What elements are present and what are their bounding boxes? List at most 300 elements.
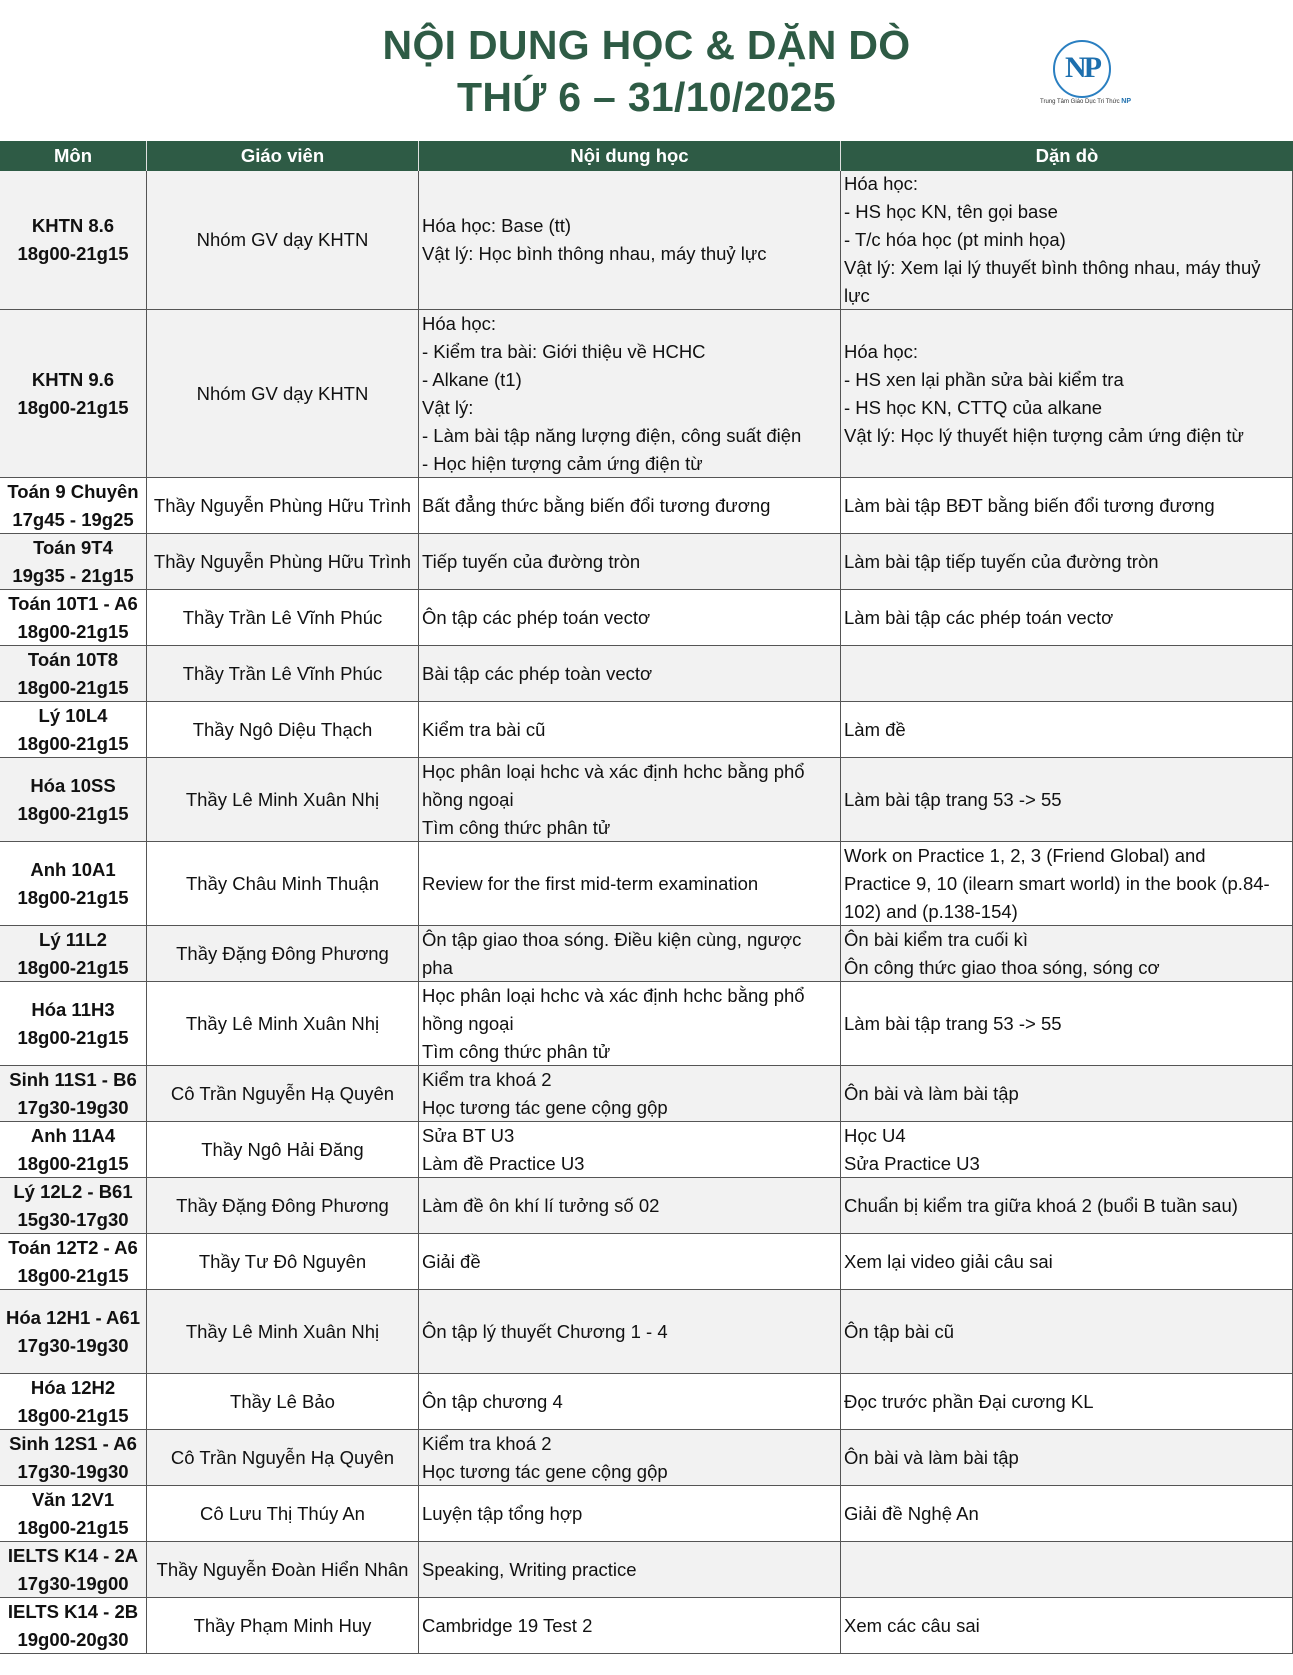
cell-teacher [146,1122,418,1177]
table-row [0,702,1293,758]
content-text-line: Kiểm tra khoá 2 [422,1068,552,1090]
cell-subject [0,1430,146,1485]
subject-text [8,1542,138,1597]
cell-subject [0,1598,146,1653]
logo-caption: Trung Tâm Giáo Dục Tri Thức NP [1040,98,1132,105]
homework-text [844,1444,1019,1472]
teacher-name: Cô Trần Nguyễn Hạ Quyên [170,1082,395,1104]
homework-text [844,1010,1062,1038]
teacher-name: Thầy Phạm Minh Huy [193,1614,372,1636]
content-text [422,1248,481,1276]
page-title: NỘI DUNG HỌC & DẶN DÒ [382,22,911,68]
cell-content [418,926,840,981]
homework-text [844,1122,980,1177]
cell-teacher [146,590,418,645]
cell-homework [840,702,1293,757]
homework-text-line: Ôn bài và làm bài tập [844,1082,1019,1104]
cell-teacher [146,926,418,981]
homework-text-line: Làm bài tập tiếp tuyến của đường tròn [844,550,1159,572]
content-text-line: Bất đẳng thức bằng biến đổi tương đương [422,494,771,516]
content-text [422,1556,637,1584]
homework-text-line: Làm bài tập trang 53 -> 55 [844,788,1062,810]
subject-text-line: 18g00-21g15 [17,676,129,698]
subject-text-line: Toán 9 Chuyên [7,480,139,502]
table-row [0,590,1293,646]
table-row [0,1374,1293,1430]
homework-text [844,926,1160,981]
content-text-line: - Kiểm tra bài: Giới thiệu về HCHC [422,340,706,362]
content-text [422,982,805,1065]
cell-subject [0,758,146,841]
content-text-line: Học tương tác gene cộng gộp [422,1096,668,1118]
content-text [422,1318,668,1346]
teacher-name: Thầy Lê Bảo [230,1390,335,1412]
cell-homework [840,1598,1293,1653]
homework-text-line: Ôn tập bài cũ [844,1320,955,1342]
teacher-name: Thầy Lê Minh Xuân Nhị [185,788,380,810]
subject-text-line: 17g30-19g30 [17,1096,129,1118]
cell-teacher [146,758,418,841]
content-text-line: Tìm công thức phân tử [422,816,611,838]
subject-text-line: 18g00-21g15 [17,1264,129,1286]
subject-text-line: Hóa 12H2 [30,1376,116,1398]
homework-text-line: Học U4 [844,1124,906,1146]
subject-text-line: Hóa 10SS [30,774,116,796]
subject-text-line: 18g00-21g15 [17,396,129,418]
logo-letters: NP [1065,51,1099,84]
table-row [0,842,1293,926]
content-text-line: Vật lý: Học bình thông nhau, máy thuỷ lực [422,243,767,264]
content-text-line: hồng ngoại [422,788,514,810]
cell-homework [840,1374,1293,1429]
table-row [0,1542,1293,1598]
teacher-name: Thầy Nguyễn Phùng Hữu Trình [153,550,412,572]
teacher-name: Cô Trần Nguyễn Hạ Quyên [170,1446,395,1468]
content-text-line: Luyện tập tổng hợp [422,1502,583,1524]
cell-teacher [146,1066,418,1121]
content-text-line: Hóa học: [422,312,497,334]
content-text-line: Tìm công thức phân tử [422,1040,611,1062]
homework-text-line: - HS xen lại phần sửa bài kiểm tra [844,368,1124,390]
subject-text-line: 19g00-20g30 [17,1628,129,1650]
table-row [0,646,1293,702]
homework-text [844,171,1261,309]
subject-text-line: Lý 11L2 [39,928,107,950]
cell-subject [0,310,146,477]
content-text [422,548,640,576]
header-subject: Môn [53,145,92,166]
teacher-name: Thầy Tư Đô Nguyên [198,1250,367,1272]
cell-homework [840,590,1293,645]
content-text-line: Ôn tập các phép toán vectơ [422,606,651,628]
homework-text-line: Vật lý: Học lý thuyết hiện tượng cảm ứng điện từ [844,424,1244,446]
content-text [422,310,801,477]
subject-text-line: 18g00-21g15 [17,1404,129,1426]
homework-text [844,842,1270,925]
subject-text-line: IELTS K14 - 2B [7,1600,139,1622]
cell-teacher [146,842,418,925]
cell-subject [0,1122,146,1177]
subject-text [12,534,133,589]
subject-text-line: 18g00-21g15 [17,956,129,978]
content-text [422,1430,668,1485]
cell-teacher [146,646,418,701]
subject-text-line: Lý 10L4 [38,704,108,726]
homework-text [844,492,1215,520]
homework-text-line: Làm bài tập các phép toán vectơ [844,606,1114,628]
content-text-line: Ôn tập lý thuyết Chương 1 - 4 [422,1320,668,1342]
homework-text [844,1612,980,1640]
content-text-line: Học tương tác gene cộng gộp [422,1460,668,1482]
cell-teacher [146,1486,418,1541]
content-text [422,870,758,898]
homework-text-line: - HS học KN, CTTQ của alkane [844,396,1103,418]
content-text-line: Ôn tập giao thoa sóng. Điều kiện cùng, ngược [422,928,802,950]
homework-text [844,338,1244,450]
subject-text [17,1374,128,1429]
table-row [0,1486,1293,1542]
cell-homework [840,1178,1293,1233]
content-text [422,926,801,981]
content-text-line: Speaking, Writing practice [422,1558,637,1580]
cell-subject [0,842,146,925]
homework-text-line: - HS học KN, tên gọi base [844,201,1058,222]
cell-subject [0,1486,146,1541]
header-homework: Dặn dò [840,141,1293,171]
content-text-line: Giải đề [422,1250,481,1272]
homework-text-line: Hóa học: [844,173,919,194]
content-text [422,1500,582,1528]
subject-text-line: Toán 10T8 [27,648,119,670]
homework-text [844,548,1159,576]
content-text [422,758,805,841]
homework-text [844,604,1113,632]
content-text-line: Hóa học: Base (tt) [422,215,572,236]
cell-teacher [146,1430,418,1485]
subject-text-line: Anh 11A4 [30,1124,116,1146]
homework-text-line: Đọc trước phần Đại cương KL [844,1390,1094,1412]
subject-text-line: 18g00-21g15 [17,886,129,908]
subject-text [17,772,128,828]
table-row [0,310,1293,478]
teacher-name: Thầy Ngô Diệu Thạch [192,718,373,740]
content-text [422,212,767,268]
teacher-name: Thầy Đặng Đông Phương [176,1194,389,1216]
cell-homework [840,926,1293,981]
content-text-line: Làm đề Practice U3 [422,1152,585,1174]
teacher-name: Nhóm GV dạy KHTN [196,382,369,404]
table-row [0,534,1293,590]
content-text-line: Vật lý: [422,396,474,418]
cell-teacher [146,534,418,589]
subject-text [9,1430,137,1485]
cell-teacher [146,1178,418,1233]
cell-subject [0,171,146,309]
homework-text [844,716,906,744]
homework-text-line: Xem các câu sai [844,1614,980,1636]
homework-text-line: Ôn bài và làm bài tập [844,1446,1019,1468]
cell-content [418,1178,840,1233]
cell-teacher [146,702,418,757]
teacher-name: Thầy Nguyễn Phùng Hữu Trình [153,494,412,516]
homework-text-line: 102) and (p.138-154) [844,900,1018,922]
cell-subject [0,1542,146,1597]
header-content: Nội dung học [418,141,840,171]
subject-text [17,1486,128,1541]
page-subtitle-date: THỨ 6 – 31/10/2025 [456,74,837,120]
content-text-line: hồng ngoại [422,1012,514,1034]
cell-homework [840,982,1293,1065]
subject-text-line: Toán 12T2 - A6 [8,1236,138,1258]
teacher-name: Thầy Trần Lê Vĩnh Phúc [182,606,383,628]
subject-text-line: 17g30-19g30 [17,1334,129,1356]
content-text [422,1612,592,1640]
homework-text-line: - T/c hóa học (pt minh họa) [844,229,1066,250]
cell-content [418,1430,840,1485]
subject-text-line: 18g00-21g15 [17,243,129,264]
cell-subject [0,1178,146,1233]
homework-text-line: Làm bài tập BĐT bằng biến đổi tương đương [844,494,1215,516]
subject-text-line: Văn 12V1 [31,1488,115,1510]
cell-content [418,1290,840,1373]
cell-subject [0,1066,146,1121]
subject-text [17,646,128,701]
subject-text [8,1234,138,1289]
cell-homework [840,310,1293,477]
content-text-line: - Alkane (t1) [422,368,522,390]
content-text-line: Học phân loại hchc và xác định hchc bằng phổ [422,760,805,782]
subject-text-line: 18g00-21g15 [17,1026,129,1048]
content-text-line: Học phân loại hchc và xác định hchc bằng phổ [422,984,805,1006]
table-row [0,1122,1293,1178]
cell-content [418,842,840,925]
np-logo [1040,40,1130,110]
cell-teacher [146,171,418,309]
subject-text-line: 18g00-21g15 [17,1516,129,1538]
cell-teacher [146,1598,418,1653]
content-text-line: Kiểm tra bài cũ [422,718,546,740]
subject-text [8,590,138,645]
subject-text-line: Lý 12L2 - B61 [13,1180,133,1202]
teacher-name: Thầy Châu Minh Thuận [186,872,379,894]
cell-homework [840,1234,1293,1289]
subject-text-line: KHTN 9.6 [31,368,115,390]
teacher-name: Thầy Lê Minh Xuân Nhị [185,1320,380,1342]
homework-text [844,1318,954,1346]
cell-homework [840,1066,1293,1121]
cell-subject [0,702,146,757]
homework-text-line: Ôn công thức giao thoa sóng, sóng cơ [844,956,1160,978]
homework-text-line: Hóa học: [844,340,919,362]
cell-teacher [146,310,418,477]
subject-text [17,212,128,268]
cell-homework [840,1290,1293,1373]
cell-content [418,982,840,1065]
cell-teacher [146,982,418,1065]
content-text-line: Bài tập các phép toàn vectơ [422,662,653,684]
table-row [0,1178,1293,1234]
cell-content [418,758,840,841]
table-row [0,1430,1293,1486]
subject-text-line: Toán 9T4 [33,536,113,558]
subject-text-line: Anh 10A1 [30,858,116,880]
cell-teacher [146,1290,418,1373]
homework-text-line: Làm bài tập trang 53 -> 55 [844,1012,1062,1034]
cell-teacher [146,478,418,533]
cell-content [418,1066,840,1121]
cell-subject [0,1290,146,1373]
header-teacher: Giáo viên [146,141,418,171]
cell-homework [840,1542,1293,1597]
content-text [422,716,545,744]
cell-homework [840,758,1293,841]
content-text-line: Ôn tập chương 4 [422,1390,563,1412]
cell-content [418,1486,840,1541]
teacher-name: Thầy Trần Lê Vĩnh Phúc [182,662,383,684]
homework-text-line: lực [844,285,870,306]
cell-subject [0,534,146,589]
subject-text-line: 17g45 - 19g25 [12,508,134,530]
subject-text [6,1304,140,1360]
cell-content [418,590,840,645]
subject-text-line: 18g00-21g15 [17,802,129,824]
cell-content [418,310,840,477]
table-row [0,478,1293,534]
subject-text [17,702,128,757]
cell-subject [0,1234,146,1289]
cell-homework [840,1430,1293,1485]
teacher-name: Thầy Đặng Đông Phương [176,942,389,964]
table-row [0,1290,1293,1374]
subject-text-line: 19g35 - 21g15 [12,564,134,586]
table-row [0,1234,1293,1290]
subject-text-line: Hóa 11H3 [31,998,115,1020]
cell-content [418,1542,840,1597]
subject-text-line: Sinh 12S1 - A6 [9,1432,137,1454]
content-text [422,604,650,632]
content-text-line: Làm đề ôn khí lí tưởng số 02 [422,1194,660,1216]
cell-content [418,1234,840,1289]
cell-content [418,702,840,757]
teacher-name: Thầy Lê Minh Xuân Nhị [185,1012,380,1034]
table-header-row [0,141,1293,171]
cell-teacher [146,1542,418,1597]
cell-subject [0,478,146,533]
cell-subject [0,646,146,701]
table-row [0,1598,1293,1654]
cell-content [418,478,840,533]
subject-text-line: 18g00-21g15 [17,1152,129,1174]
homework-text [844,1388,1094,1416]
subject-text-line: KHTN 8.6 [31,215,115,236]
cell-homework [840,171,1293,309]
cell-homework [840,1122,1293,1177]
content-text [422,1122,584,1177]
content-text-line: Sửa BT U3 [422,1124,515,1146]
cell-teacher [146,1234,418,1289]
homework-text [844,1500,979,1528]
homework-text-line: Xem lại video giải câu sai [844,1250,1053,1272]
subject-text-line: IELTS K14 - 2A [7,1544,139,1566]
table-row [0,758,1293,842]
teacher-name: Thầy Nguyễn Đoàn Hiển Nhân [156,1558,409,1580]
content-text-line: - Học hiện tượng cảm ứng điện từ [422,452,703,474]
subject-text [17,996,128,1052]
subject-text-line: 18g00-21g15 [17,732,129,754]
content-text [422,492,770,520]
cell-subject [0,1374,146,1429]
subject-text-line: 17g30-19g30 [17,1460,129,1482]
content-text [422,1192,659,1220]
content-text [422,660,652,688]
content-text-line: Review for the first mid-term examination [422,872,759,894]
homework-text-line: Giải đề Nghệ An [844,1502,979,1524]
content-text-line: Tiếp tuyến của đường tròn [422,550,641,572]
subject-text [8,1598,138,1653]
subject-text-line: 15g30-17g30 [17,1208,129,1230]
subject-text-line: 17g30-19g00 [17,1572,129,1594]
table-row [0,926,1293,982]
subject-text [17,366,128,422]
content-text-line: pha [422,956,453,978]
cell-content [418,534,840,589]
teacher-name: Thầy Ngô Hải Đăng [201,1138,364,1160]
table-row [0,1066,1293,1122]
subject-text [13,1178,132,1233]
table-row [0,171,1293,310]
subject-text-line: Hóa 12H1 - A61 [5,1306,140,1328]
cell-content [418,1598,840,1653]
homework-text-line: Chuẩn bị kiểm tra giữa khoá 2 (buổi B tuần sau) [844,1194,1238,1216]
page-header [0,0,1293,141]
subject-text-line: Toán 10T1 - A6 [8,592,138,614]
content-text-line: Kiểm tra khoá 2 [422,1432,552,1454]
cell-teacher [146,1374,418,1429]
cell-subject [0,590,146,645]
homework-text [844,1080,1019,1108]
subject-text [17,856,128,912]
subject-text [17,1122,128,1177]
homework-text [844,786,1062,814]
homework-text-line: Ôn bài kiểm tra cuối kì [844,928,1029,950]
content-text-line: - Làm bài tập năng lượng điện, công suất điện [422,424,802,446]
homework-text-line: Làm đề [844,718,906,740]
teacher-name: Nhóm GV dạy KHTN [196,229,369,250]
content-text [422,1388,563,1416]
cell-homework [840,842,1293,925]
cell-subject [0,982,146,1065]
cell-subject [0,926,146,981]
cell-content [418,171,840,309]
cell-homework [840,1486,1293,1541]
cell-homework [840,478,1293,533]
homework-text [844,1192,1238,1220]
homework-text [844,1248,1053,1276]
subject-text [7,478,138,533]
homework-text-line: Practice 9, 10 (ilearn smart world) in the book (p.84- [844,872,1270,894]
cell-homework [840,534,1293,589]
cell-content [418,646,840,701]
table-row [0,982,1293,1066]
content-text [422,1066,668,1121]
content-text-line: Cambridge 19 Test 2 [422,1614,593,1636]
subject-text-line: Sinh 11S1 - B6 [9,1068,137,1090]
subject-text-line: 18g00-21g15 [17,620,129,642]
homework-text-line: Work on Practice 1, 2, 3 (Friend Global) and [844,844,1206,866]
homework-text-line: Sửa Practice U3 [844,1152,980,1174]
cell-content [418,1374,840,1429]
cell-content [418,1122,840,1177]
